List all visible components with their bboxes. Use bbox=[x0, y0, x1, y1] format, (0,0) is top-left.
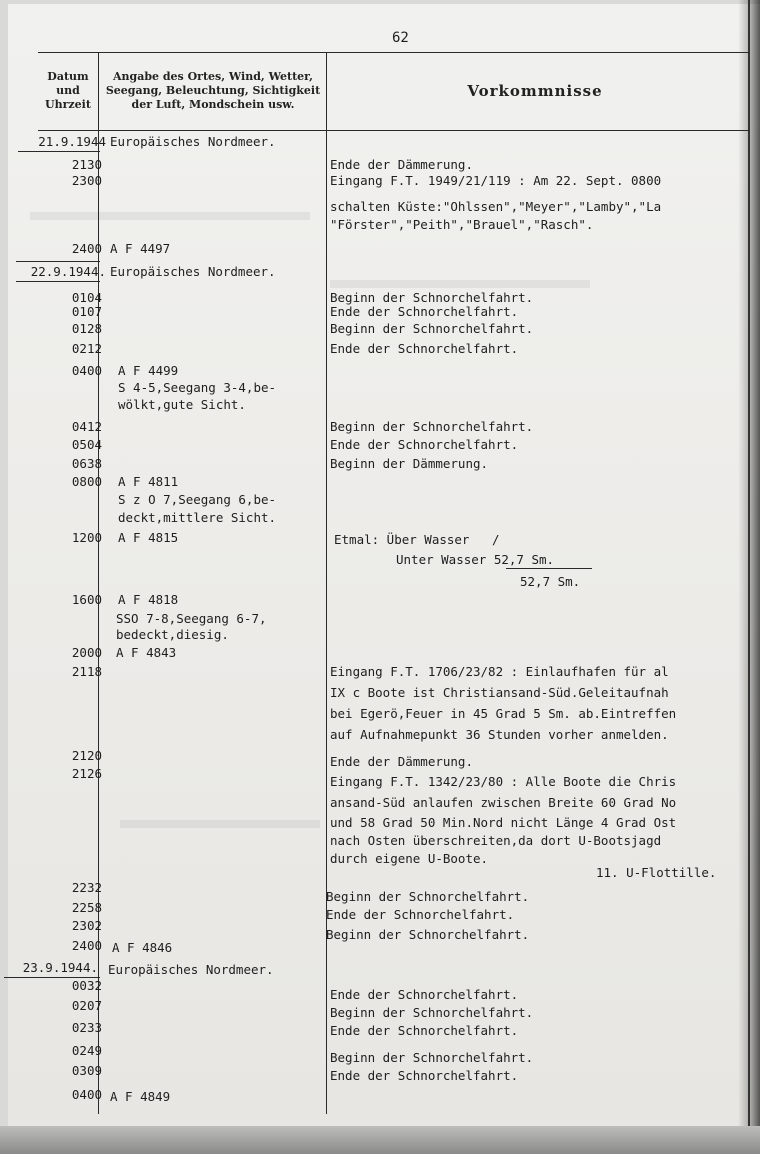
header-vorkommnisse: Vorkommnisse bbox=[467, 82, 603, 100]
time-cell: 2000 bbox=[71, 645, 102, 660]
event-cell: Beginn der Schnorchelfahrt. bbox=[330, 321, 534, 336]
event-cell: durch eigene U-Boote. bbox=[330, 851, 489, 866]
time-cell: 0800 bbox=[71, 474, 102, 489]
date-underline bbox=[16, 281, 100, 282]
time-cell: 0107 bbox=[71, 304, 102, 319]
event-cell: IX c Boote ist Christiansand-Süd.Geleitaufnah bbox=[330, 685, 669, 700]
event-cell: Ende der Schnorchelfahrt. bbox=[330, 1023, 519, 1038]
weather-cell: S 4-5,Seegang 3-4,be- bbox=[118, 380, 277, 395]
header-bottom-rule bbox=[38, 130, 750, 131]
event-cell: Ende der Schnorchelfahrt. bbox=[330, 437, 519, 452]
event-cell: auf Aufnahmepunkt 36 Stunden vorher anmelden. bbox=[330, 727, 669, 742]
event-cell: Beginn der Schnorchelfahrt. bbox=[326, 927, 530, 942]
event-cell: Ende der Schnorchelfahrt. bbox=[330, 1068, 519, 1083]
event-cell: Beginn der Schnorchelfahrt. bbox=[330, 1005, 534, 1020]
event-cell: nach Osten überschreiten,da dort U-Bootsjagd bbox=[330, 833, 662, 848]
header-ort: Angabe des Ortes, Wind, Wetter, Seegang, Beleuchtung, Sichtigkeit der Luft, Mondschein usw. bbox=[105, 70, 321, 111]
time-cell: 2130 bbox=[71, 157, 102, 172]
etmal-total: 52,7 Sm. bbox=[520, 574, 581, 589]
bleed-through-mark bbox=[30, 212, 310, 220]
time-cell: 0207 bbox=[71, 998, 102, 1013]
time-cell: 2302 bbox=[71, 918, 102, 933]
weather-cell: SSO 7-8,Seegang 6-7, bbox=[116, 611, 267, 626]
weather-cell: S z O 7,Seegang 6,be- bbox=[118, 492, 277, 507]
position-cell: A F 4811 bbox=[118, 474, 179, 489]
event-cell: Eingang F.T. 1949/21/119 : Am 22. Sept. 0800 bbox=[330, 173, 662, 188]
weather-cell: bedeckt,diesig. bbox=[116, 627, 229, 642]
bleed-through-mark bbox=[330, 280, 590, 288]
time-cell: 0233 bbox=[71, 1020, 102, 1035]
time-cell: 2400 bbox=[71, 241, 102, 256]
event-cell: Ende der Schnorchelfahrt. bbox=[330, 341, 519, 356]
etmal-line: Etmal: Über Wasser / bbox=[334, 532, 500, 547]
event-cell: Ende der Dämmerung. bbox=[330, 157, 473, 172]
time-cell: 0104 bbox=[71, 290, 102, 305]
page-bottom-shadow bbox=[0, 1126, 760, 1154]
time-cell: 2400 bbox=[71, 938, 102, 953]
column-divider-1 bbox=[98, 52, 99, 1114]
time-cell: 1600 bbox=[71, 592, 102, 607]
table-top-rule bbox=[38, 52, 750, 53]
event-cell: "Förster","Peith","Brauel","Rasch". bbox=[330, 217, 594, 232]
event-cell: Beginn der Schnorchelfahrt. bbox=[326, 889, 530, 904]
time-cell: 0128 bbox=[71, 321, 102, 336]
position-cell: A F 4818 bbox=[118, 592, 179, 607]
time-cell: 2126 bbox=[71, 766, 102, 781]
date-cell: 23.9.1944. bbox=[22, 960, 98, 975]
event-cell: Ende der Schnorchelfahrt. bbox=[330, 987, 519, 1002]
position-cell: A F 4849 bbox=[110, 1089, 171, 1104]
position-cell: A F 4815 bbox=[118, 530, 179, 545]
time-cell: 0212 bbox=[71, 341, 102, 356]
signature-flotilla: 11. U-Flottille. bbox=[596, 865, 717, 880]
position-cell: A F 4846 bbox=[112, 940, 173, 955]
time-cell: 0400 bbox=[71, 1087, 102, 1102]
event-cell: Beginn der Schnorchelfahrt. bbox=[330, 290, 534, 305]
event-cell: Eingang F.T. 1706/23/82 : Einlaufhafen für al bbox=[330, 664, 669, 679]
event-cell: Eingang F.T. 1342/23/80 : Alle Boote die Chris bbox=[330, 774, 677, 789]
bleed-through-mark bbox=[120, 820, 320, 828]
event-cell: Beginn der Dämmerung. bbox=[330, 456, 489, 471]
header-datum: Datum und Uhrzeit bbox=[45, 70, 91, 111]
event-cell: ansand-Süd anlaufen zwischen Breite 60 Grad No bbox=[330, 795, 677, 810]
etmal-line: Unter Wasser 52,7 Sm. bbox=[396, 552, 555, 567]
time-cell: 1200 bbox=[71, 530, 102, 545]
event-cell: Ende der Schnorchelfahrt. bbox=[326, 907, 515, 922]
column-divider-2 bbox=[326, 52, 327, 1114]
page-edge-line bbox=[748, 0, 750, 1154]
time-cell: 2300 bbox=[71, 173, 102, 188]
event-cell: Beginn der Schnorchelfahrt. bbox=[330, 1050, 534, 1065]
position-cell: Europäisches Nordmeer. bbox=[108, 962, 274, 977]
date-underline bbox=[18, 151, 100, 152]
position-cell: A F 4497 bbox=[110, 241, 171, 256]
event-cell: bei Egerö,Feuer in 45 Grad 5 Sm. ab.Eintreffen bbox=[330, 706, 677, 721]
time-cell: 2232 bbox=[71, 880, 102, 895]
time-cell: 0032 bbox=[71, 978, 102, 993]
weather-cell: deckt,mittlere Sicht. bbox=[118, 510, 277, 525]
time-cell: 2120 bbox=[71, 748, 102, 763]
date-cell: 22.9.1944. bbox=[30, 264, 106, 279]
event-cell: schalten Küste:"Ohlssen","Meyer","Lamby","La bbox=[330, 199, 662, 214]
time-cell: 0638 bbox=[71, 456, 102, 471]
time-cell: 2258 bbox=[71, 900, 102, 915]
time-cell: 0412 bbox=[71, 419, 102, 434]
position-cell: A F 4843 bbox=[116, 645, 177, 660]
position-cell: A F 4499 bbox=[118, 363, 179, 378]
event-cell: Ende der Dämmerung. bbox=[330, 754, 473, 769]
time-cell: 0400 bbox=[71, 363, 102, 378]
event-cell: und 58 Grad 50 Min.Nord nicht Länge 4 Grad Ost bbox=[330, 815, 677, 830]
event-cell: Ende der Schnorchelfahrt. bbox=[330, 304, 519, 319]
event-cell: Beginn der Schnorchelfahrt. bbox=[330, 419, 534, 434]
sum-rule bbox=[506, 568, 592, 569]
time-cell: 0309 bbox=[71, 1063, 102, 1078]
time-cell: 0249 bbox=[71, 1043, 102, 1058]
time-cell: 2118 bbox=[71, 664, 102, 679]
date-overline bbox=[16, 261, 100, 262]
position-cell: Europäisches Nordmeer. bbox=[110, 134, 276, 149]
date-cell: 21.9.1944 bbox=[38, 134, 106, 149]
weather-cell: wölkt,gute Sicht. bbox=[118, 397, 246, 412]
page-number: 62 bbox=[392, 30, 409, 46]
time-cell: 0504 bbox=[71, 437, 102, 452]
position-cell: Europäisches Nordmeer. bbox=[110, 264, 276, 279]
